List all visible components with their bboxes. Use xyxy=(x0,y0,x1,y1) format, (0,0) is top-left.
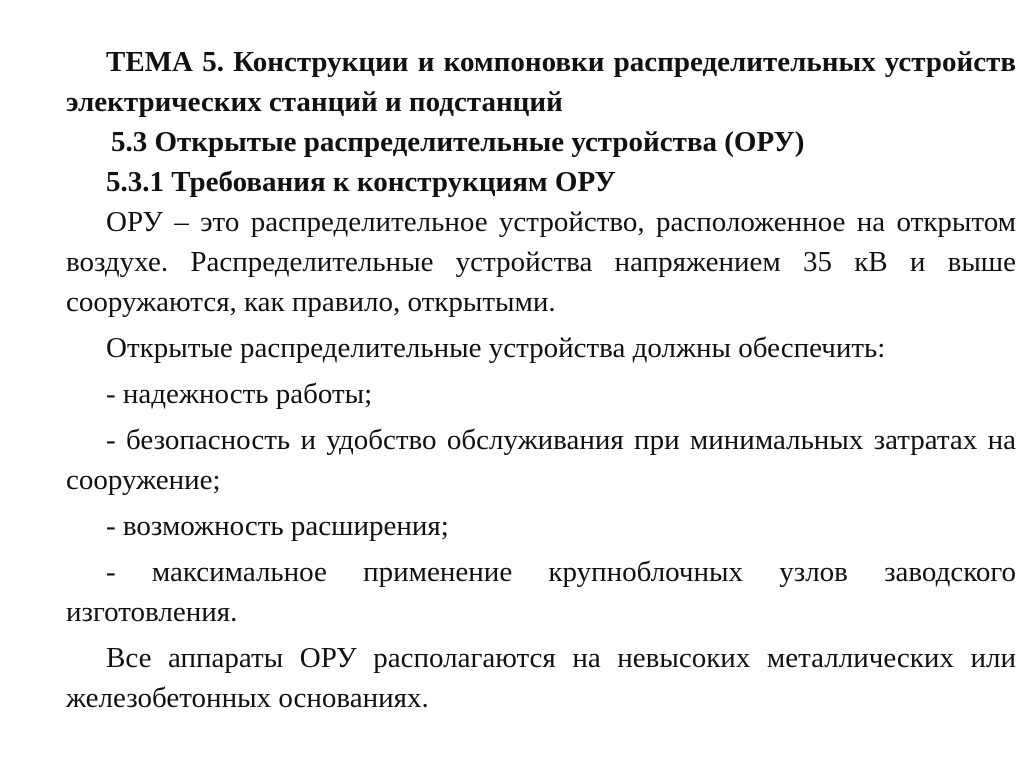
conclusion-paragraph: Все аппараты ОРУ располагаются на невысоких металлических или железобетонных основаниях. xyxy=(66,642,1016,714)
requirements-intro: Открытые распределительные устройства должны обеспечить: xyxy=(106,332,886,364)
slide-content xyxy=(66,42,1016,724)
requirement-item: - надежность работы; xyxy=(106,378,373,410)
section-title: 5.3 Открытые распределительные устройства (ОРУ) xyxy=(111,126,805,158)
topic-title: ТЕМА 5. Конструкции и компоновки распределительных устройств электрических станций и подстанций xyxy=(66,46,1016,118)
subsection-title: 5.3.1 Требования к конструкциям ОРУ xyxy=(106,166,616,198)
requirement-item: - возможность расширения; xyxy=(106,510,449,542)
definition-paragraph: ОРУ – это распределительное устройство, расположенное на открытом воздухе. Распределительные устройства напряжением 35 кВ и выше сооружаются, как правило, открытыми. xyxy=(66,206,1016,318)
requirement-item: - безопасность и удобство обслуживания при минимальных затратах на сооружение; xyxy=(66,424,1016,496)
requirement-item: - максимальное применение крупноблочных узлов заводского изготовления. xyxy=(66,556,1016,628)
